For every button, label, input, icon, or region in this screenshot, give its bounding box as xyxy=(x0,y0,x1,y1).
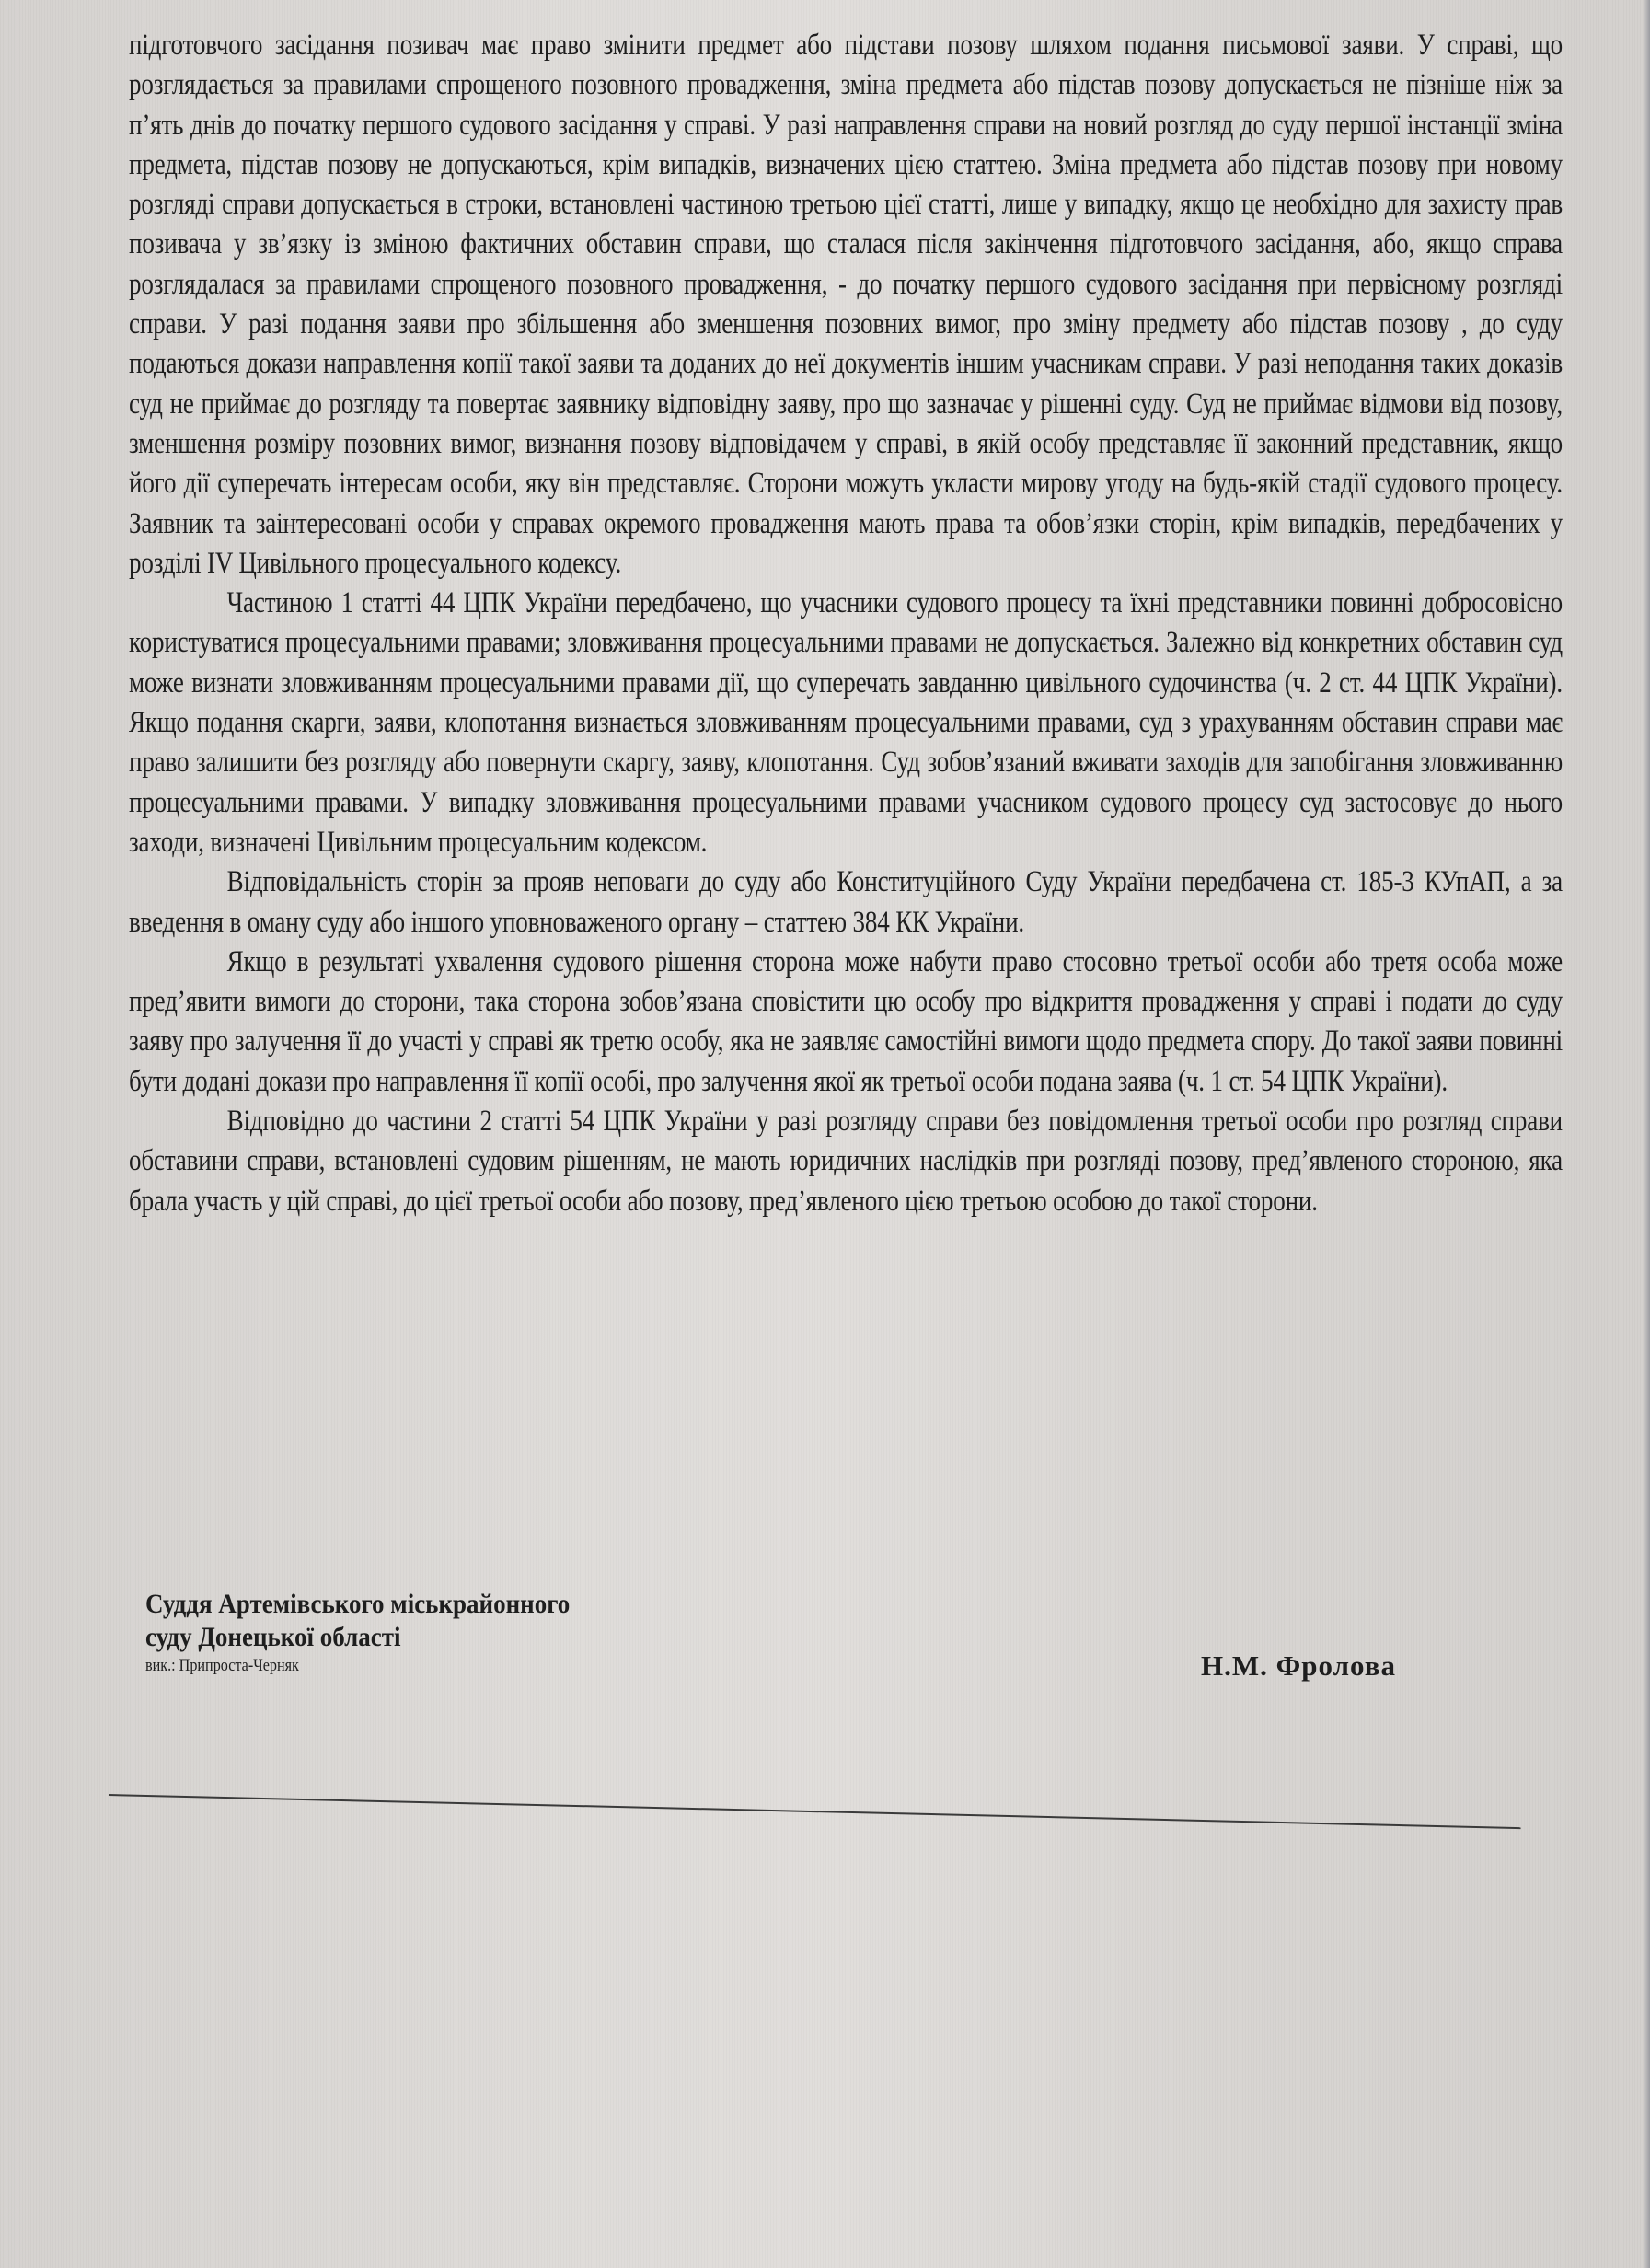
judge-name: Н.М. Фролова xyxy=(1201,1649,1396,1682)
paragraph-liability: Відповідальність сторін за прояв неповаги до суду або Конституційного Суду України передбачена ст. 185-3 КУпАП, а за введення в оману суду або іншого уповноваженого органу – статтею 384 КК України. xyxy=(129,865,1563,939)
executor-note: вик.: Припроста-Черняк xyxy=(145,1656,299,1675)
paragraph-amend-claim: підготовчого засідання позивач має право змінити предмет або підстави позову шляхом подання письмової заяви. У справі, що розглядається за правилами спрощеного позовного провадження, зміна предмета або підстав позову допускається не пізніше ніж за п’ять днів до початку першого судового засідання у справі. У разі направлення справи на новий розгляд до суду першої інстанції зміна предмета, підстав позову не допускаються, крім випадків, визначених цією статтею. Зміна предмета або підстав позову при новому розгляді справи допускається в строки, встановлені частиною третьою цієї статті, лише у випадку, якщо це необхідно для захисту прав позивача у зв’язку із зміною фактичних обставин справи, що сталася після закінчення підготовчого засідання, або, якщо справа розглядалася за правилами спрощеного позовного провадження, - до початку першого судового засідання при первісному розгляді справи. У разі подання заяви про збільшення або зменшення позовних вимог, про зміну предмету або підстав позову , до суду подаються докази направлення копії такої заяви та доданих до неї документів іншим учасникам справи. У разі неподання таких доказів суд не приймає до розгляду та повертає заявнику відповідну заяву, про що зазначає у рішенні суду. Суд не приймає відмови від позову, зменшення розміру позовних вимог, визнання позову відповідачем у справі, в якій особу представляє її законний представник, якщо його дії суперечать інтересам особи, яку він представляє. Сторони можуть укласти мирову угоду на будь-якій стадії судового процесу. Заявник та заінтересовані особи у справах окремого провадження мають права та обов’язки сторін, крім випадків, передбачених у розділі IV Цивільного процесуального кодексу. xyxy=(129,29,1563,580)
document-body xyxy=(129,26,1563,1221)
judge-title-line-2: суду Донецької області xyxy=(145,1622,401,1652)
bottom-divider-line xyxy=(109,1794,1521,1829)
paragraph-procedural-abuse: Частиною 1 статті 44 ЦПК України передбачено, що учасники судового процесу та їхні представники повинні добросовісно користуватися процесуальними правами; зловживання процесуальними правами не допускається. Залежно від конкретних обставин суд може визнати зловживанням процесуальними правами дії, що суперечать завданню цивільного судочинства (ч. 2 ст. 44 ЦПК України). Якщо подання скарги, заяви, клопотання визнається зловживанням процесуальними правами, суд з урахуванням обставин справи має право залишити без розгляду або повернути скаргу, заяву, клопотання. Суд зобов’язаний вживати заходів для запобігання зловживанню процесуальними правами. У випадку зловживання процесуальними правами учасником судового процесу суд застосовує до нього заходи, визначені Цивільним процесуальним кодексом. xyxy=(129,586,1563,859)
paragraph-third-party-consequences: Відповідно до частини 2 статті 54 ЦПК України у разі розгляду справи без повідомлення третьої особи про розгляд справи обставини справи, встановлені судовим рішенням, не мають юридичних наслідків при розгляді позову, пред’явленого стороною, яка брала участь у цій справі, до цієї третьої особи або позову, пред’явленого цією третьою особою до такої сторони. xyxy=(129,1105,1563,1218)
paragraph-third-party-notice: Якщо в результаті ухвалення судового рішення сторона може набути право стосовно третьої особи або третя особа може пред’явити вимоги до сторони, така сторона зобов’язана сповістити цю особу про відкриття провадження у справі і подати до суду заяву про залучення її до участі у справі як третю особу, яка не заявляє самостійні вимоги щодо предмета спору. До такої заяви повинні бути додані докази про направлення її копії особі, про залучення якої як третьої особи подана заява (ч. 1 ст. 54 ЦПК України). xyxy=(129,944,1563,1098)
judge-title-line-1: Суддя Артемівського міськрайонного xyxy=(145,1589,571,1619)
signature-block xyxy=(145,1588,617,1676)
screen-edge xyxy=(1644,0,1650,2268)
